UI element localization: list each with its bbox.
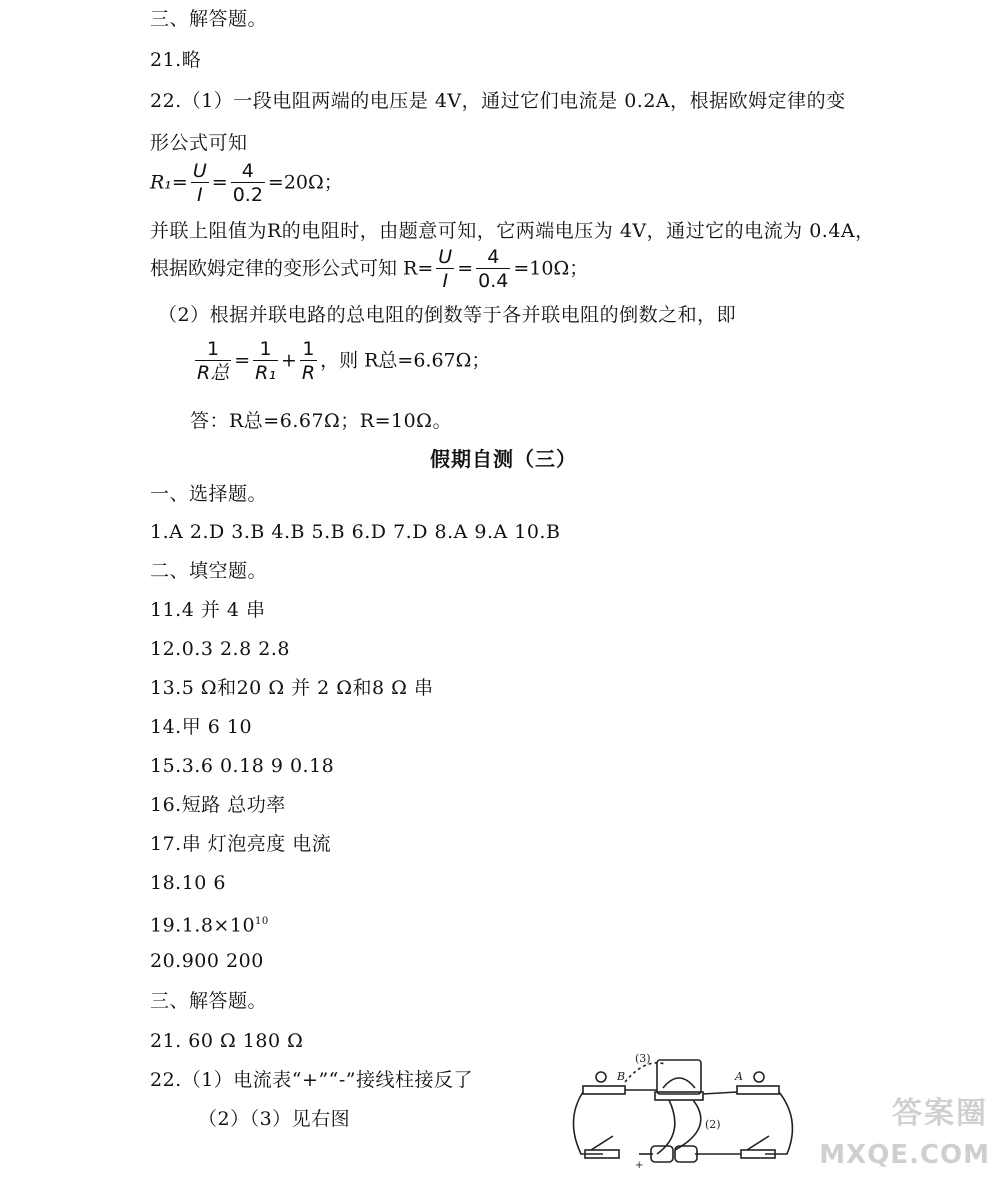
part1-heading: 一、选择题。 (150, 483, 268, 505)
fill-answer: 12.0.3 2.8 2.8 (150, 638, 290, 660)
diagram-label-2: (2) (705, 1118, 721, 1131)
parallel-equation: $\frac{1}{\text{R总}}$ = $\frac{1}{\text{R₁}}$ + $\frac{1}{R}$ ，则 R总=6.67Ω； (197, 338, 491, 384)
answer-22-1: 22.（1）电流表“+”“-”接线柱接反了 (150, 1069, 473, 1091)
q22-line2: 形公式可知 (150, 132, 248, 154)
fraction-1-over-r: $\frac{1}{R}$ (301, 338, 316, 384)
fraction-1-over-r1: $\frac{1}{\text{R₁}}$ (255, 338, 276, 384)
watermark-url: MXQE.COM (819, 1140, 990, 1170)
part2-heading: 二、填空题。 (150, 560, 268, 582)
answer-22-2: （2）（3）见右图 (198, 1108, 351, 1130)
fraction-4-over-0.4: $\frac{4}{0.4}$ (478, 246, 509, 292)
diagram-label-a: A (735, 1070, 743, 1083)
q22-line3: 并联上阻值为R的电阻时，由题意可知，它两端电压为 4V，通过它的电流为 0.4A， (150, 220, 875, 242)
circuit-diagram (565, 1050, 815, 1170)
r1-label: R₁= (150, 171, 188, 194)
page-title: 假期自测（三） (430, 447, 577, 471)
fill-answer: 14.甲 6 10 (150, 716, 253, 738)
fill-answer: 11.4 并 4 串 (150, 599, 266, 621)
choice-answers: 1.A 2.D 3.B 4.B 5.B 6.D 7.D 8.A 9.A 10.B (150, 521, 561, 543)
fill-answer-19: $19.1.8\times 10^{10}$ (150, 914, 269, 937)
fraction-u-over-i: $\frac{U}{I}$ (192, 160, 207, 206)
answer-21: 21. 60 Ω 180 Ω (150, 1030, 304, 1052)
fill-answer: 17.串 灯泡亮度 电流 (150, 833, 332, 855)
fraction-u-over-i-2: $\frac{U}{I}$ (438, 246, 453, 292)
section3-heading: 三、解答题。 (150, 8, 268, 30)
q22-line1: 22.（1）一段电阻两端的电压是 4V，通过它们电流是 0.2A，根据欧姆定律的变 (150, 90, 846, 112)
r1-equation: R₁= $\frac{U}{I}$ = $\frac{4}{0.2}$ =20Ω； (150, 160, 343, 206)
fraction-1-over-rtotal: $\frac{1}{\text{R总}}$ (197, 338, 230, 384)
fill-answer: 15.3.6 0.18 9 0.18 (150, 755, 335, 777)
r-equation: 根据欧姆定律的变形公式可知 R= $\frac{U}{I}$ = $\frac{4}{0.4}$ =10Ω； (150, 246, 589, 292)
diagram-plus: + (635, 1160, 644, 1170)
watermark-logo: 答案圈 (892, 1096, 988, 1131)
q22-answer: 答：R总=6.67Ω；R=10Ω。 (190, 410, 452, 432)
diagram-label-b: B (617, 1070, 626, 1083)
part3-heading: 三、解答题。 (150, 990, 268, 1012)
fraction-4-over-0.2: $\frac{4}{0.2}$ (232, 160, 263, 206)
diagram-label-3: (3) (635, 1052, 651, 1065)
fill-answer-20: 20.900 200 (150, 950, 264, 972)
watermark (810, 1088, 1000, 1178)
q22-line5: （2）根据并联电路的总电阻的倒数等于各并联电阻的倒数之和，即 (158, 304, 737, 326)
fill-answer: 18.10 6 (150, 872, 227, 894)
fill-answer: 16.短路 总功率 (150, 794, 286, 816)
fill-answer: 13.5 Ω和20 Ω 并 2 Ω和8 Ω 串 (150, 677, 434, 699)
q21: 21.略 (150, 49, 202, 71)
